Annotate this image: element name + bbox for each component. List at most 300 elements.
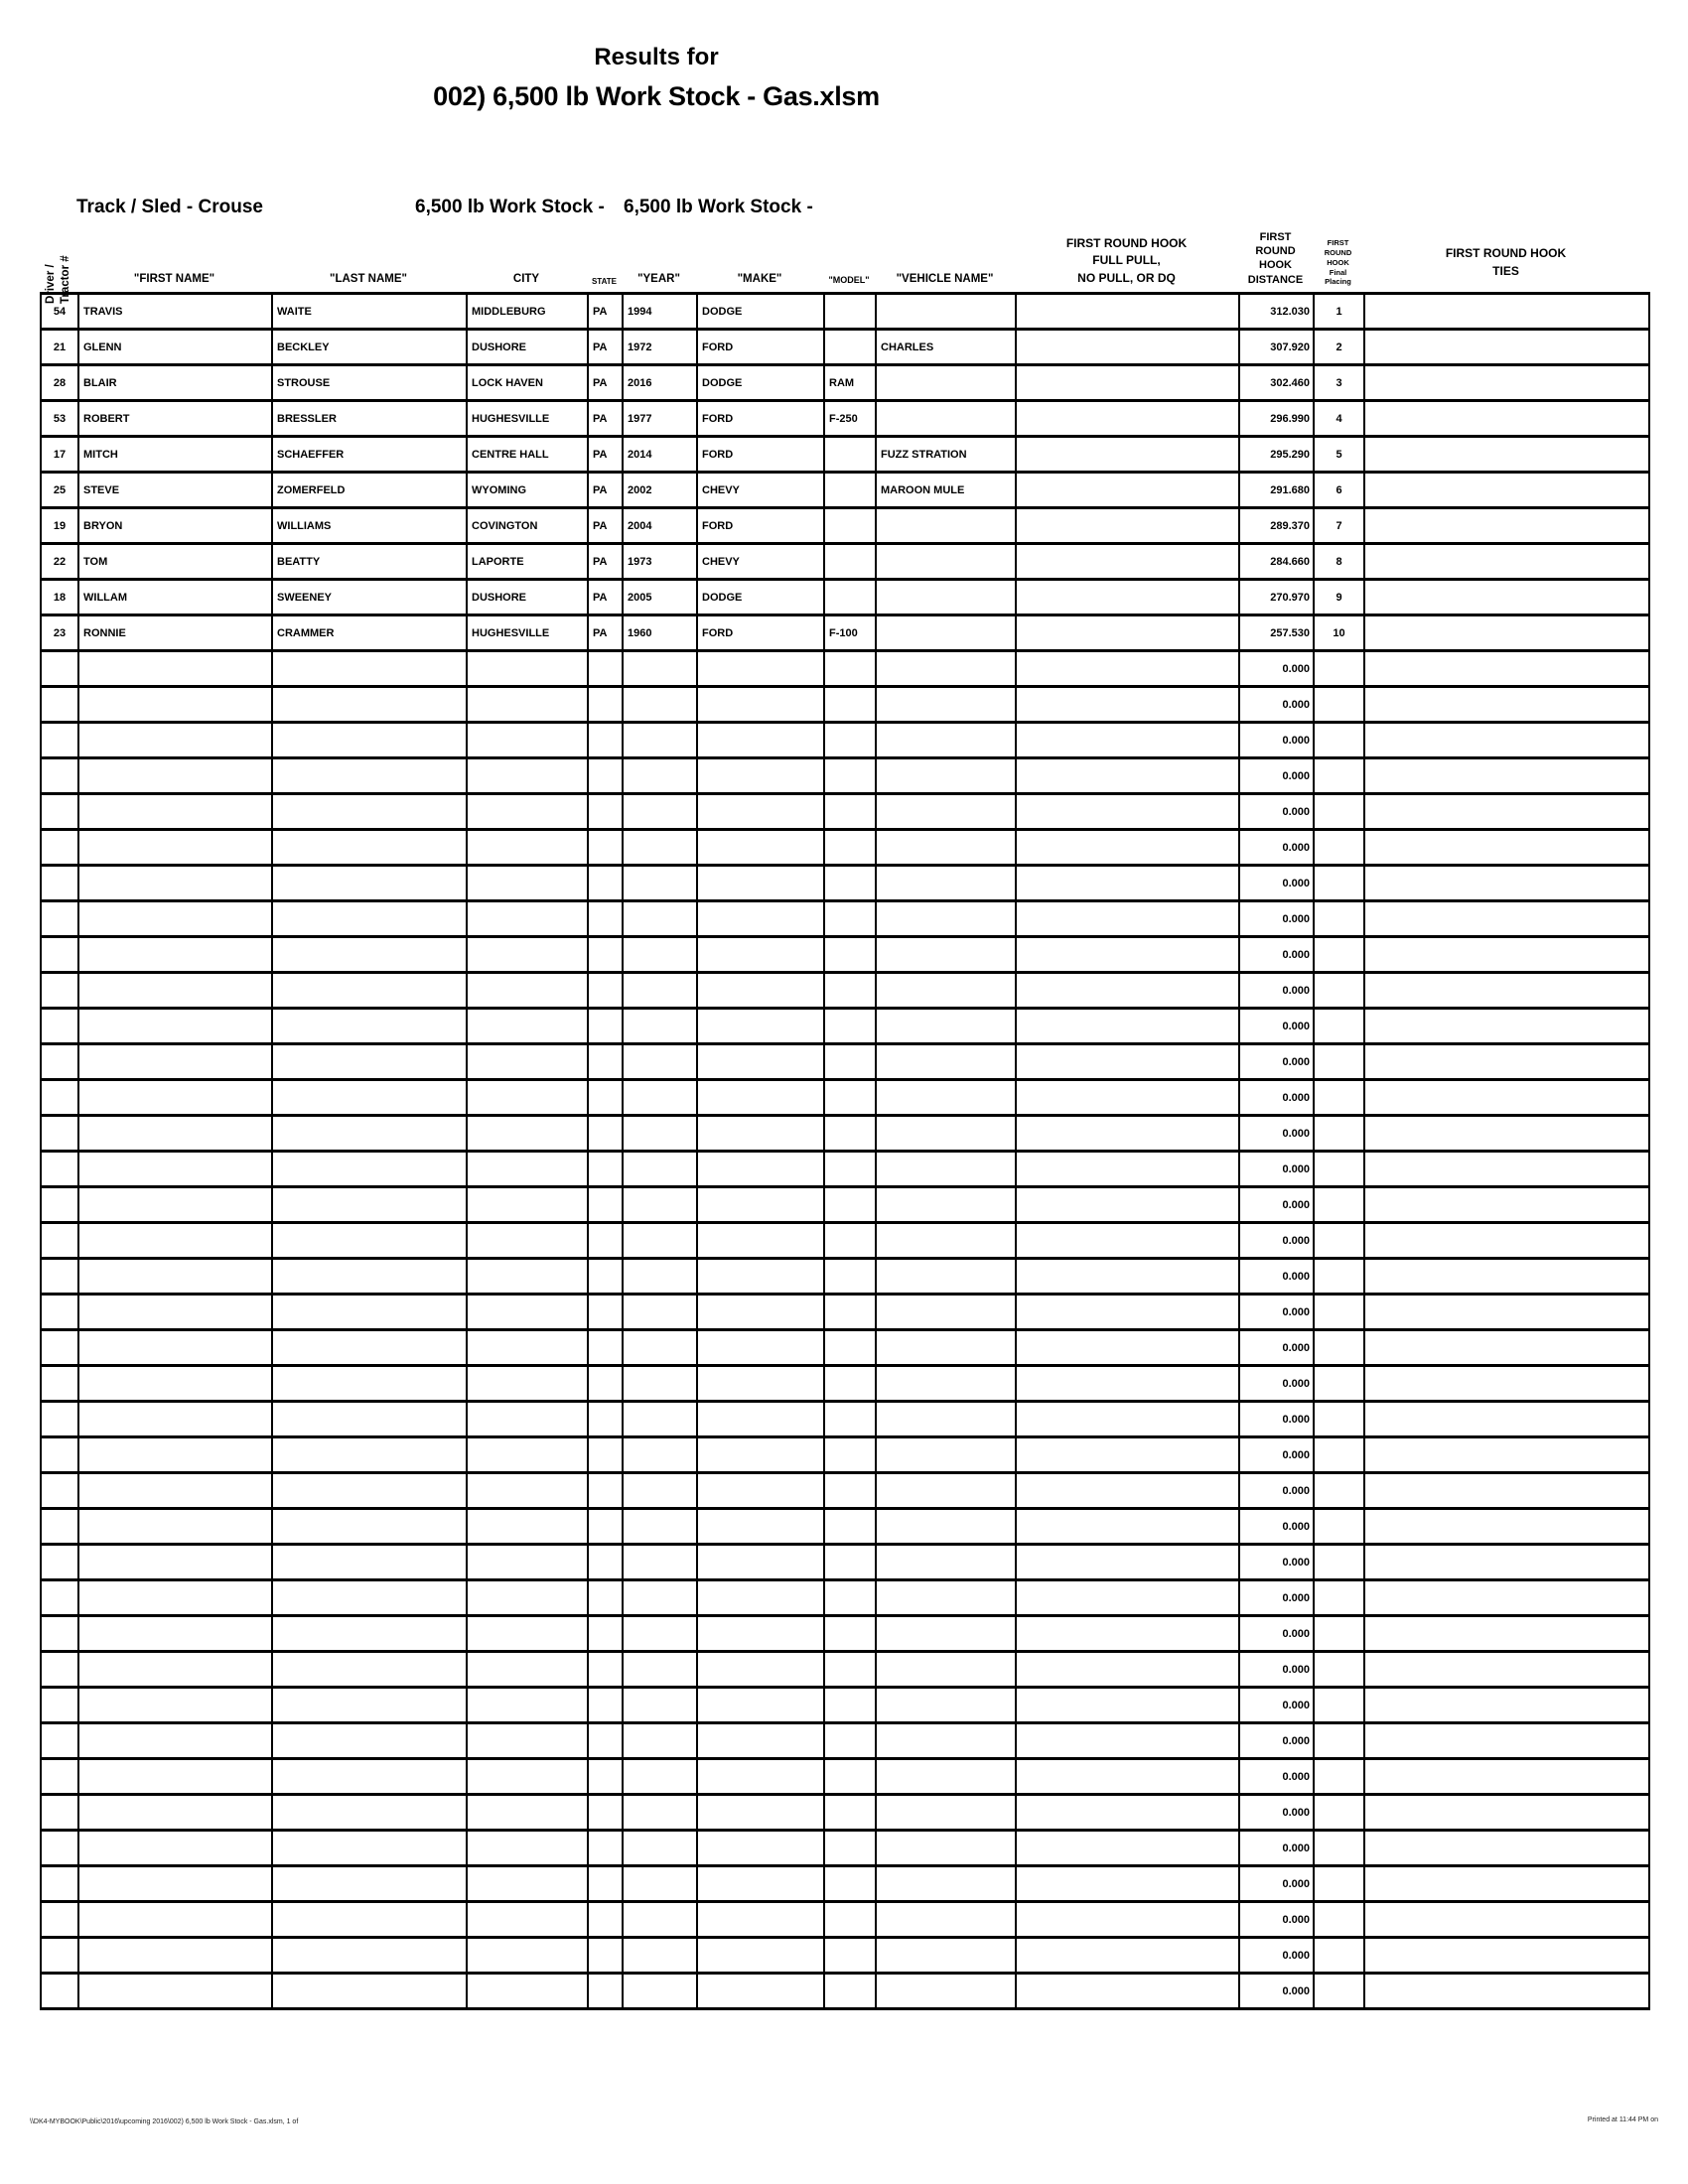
cell-model [824, 1152, 876, 1187]
cell-last [272, 1187, 467, 1223]
cell-city [467, 1795, 588, 1831]
cell-place [1314, 1366, 1364, 1402]
cell-pull [1016, 1223, 1239, 1259]
cell-distance: 0.000 [1239, 1223, 1314, 1259]
cell-last [272, 758, 467, 794]
column-header-last [271, 224, 466, 292]
cell-num [41, 1473, 78, 1509]
cell-ties [1364, 437, 1649, 473]
cell-make [697, 1223, 824, 1259]
cell-state [588, 1545, 623, 1580]
cell-ties [1364, 830, 1649, 866]
cell-year: 2014 [623, 437, 697, 473]
cell-year [623, 1366, 697, 1402]
cell-num [41, 651, 78, 687]
cell-last [272, 1437, 467, 1473]
cell-ties [1364, 1831, 1649, 1866]
cell-ties [1364, 973, 1649, 1009]
column-header-place [1313, 224, 1363, 292]
cell-year [623, 1580, 697, 1616]
cell-num: 28 [41, 365, 78, 401]
cell-model [824, 1009, 876, 1044]
cell-vehicle [876, 830, 1016, 866]
cell-model [824, 1187, 876, 1223]
cell-first [78, 1259, 272, 1295]
cell-make [697, 1974, 824, 2009]
empty-row [41, 866, 1649, 901]
cell-vehicle [876, 687, 1016, 723]
cell-first [78, 1866, 272, 1902]
cell-first [78, 1974, 272, 2009]
cell-year: 2004 [623, 508, 697, 544]
cell-vehicle [876, 1688, 1016, 1723]
cell-last [272, 723, 467, 758]
cell-pull [1016, 437, 1239, 473]
cell-distance: 0.000 [1239, 1509, 1314, 1545]
cell-num: 25 [41, 473, 78, 508]
cell-num [41, 1652, 78, 1688]
cell-make [697, 1652, 824, 1688]
cell-make [697, 1795, 824, 1831]
cell-make [697, 1080, 824, 1116]
cell-last [272, 1330, 467, 1366]
cell-place [1314, 1509, 1364, 1545]
column-header-line: "YEAR" [637, 273, 680, 286]
cell-last [272, 1902, 467, 1938]
cell-ties [1364, 1044, 1649, 1080]
cell-city [467, 1009, 588, 1044]
column-header-line: FIRST ROUND HOOK [1065, 235, 1188, 250]
cell-place [1314, 1902, 1364, 1938]
cell-vehicle [876, 1795, 1016, 1831]
cell-place [1314, 1437, 1364, 1473]
cell-city [467, 1116, 588, 1152]
cell-num [41, 1259, 78, 1295]
cell-last [272, 1259, 467, 1295]
cell-state [588, 1866, 623, 1902]
cell-last [272, 1009, 467, 1044]
cell-ties [1364, 1330, 1649, 1366]
cell-city: DUSHORE [467, 580, 588, 615]
cell-distance: 0.000 [1239, 651, 1314, 687]
cell-make [697, 1688, 824, 1723]
empty-row [41, 973, 1649, 1009]
empty-row [41, 1437, 1649, 1473]
cell-place: 6 [1314, 473, 1364, 508]
cell-first [78, 1545, 272, 1580]
empty-row [41, 1723, 1649, 1759]
cell-first [78, 1152, 272, 1187]
cell-last: SCHAEFFER [272, 437, 467, 473]
table-row [41, 294, 1649, 330]
table-row [41, 437, 1649, 473]
cell-first [78, 937, 272, 973]
cell-first: ROBERT [78, 401, 272, 437]
cell-make [697, 723, 824, 758]
cell-num [41, 1116, 78, 1152]
cell-year [623, 1473, 697, 1509]
cell-ties [1364, 758, 1649, 794]
cell-ties [1364, 365, 1649, 401]
cell-pull [1016, 1688, 1239, 1723]
cell-state: PA [588, 294, 623, 330]
cell-vehicle [876, 1902, 1016, 1938]
cell-num [41, 973, 78, 1009]
cell-num [41, 723, 78, 758]
cell-distance: 296.990 [1239, 401, 1314, 437]
cell-place [1314, 1938, 1364, 1974]
cell-ties [1364, 687, 1649, 723]
cell-year [623, 1616, 697, 1652]
cell-distance: 0.000 [1239, 1938, 1314, 1974]
cell-vehicle [876, 1116, 1016, 1152]
cell-first: BRYON [78, 508, 272, 544]
cell-num [41, 794, 78, 830]
cell-city: HUGHESVILLE [467, 615, 588, 651]
cell-vehicle [876, 401, 1016, 437]
cell-state [588, 1509, 623, 1545]
cell-place [1314, 1295, 1364, 1330]
cell-distance: 0.000 [1239, 1831, 1314, 1866]
cell-year [623, 1116, 697, 1152]
cell-make [697, 1366, 824, 1402]
cell-last [272, 1080, 467, 1116]
cell-city [467, 651, 588, 687]
empty-row [41, 1223, 1649, 1259]
cell-city [467, 1044, 588, 1080]
cell-ties [1364, 1509, 1649, 1545]
cell-vehicle [876, 365, 1016, 401]
cell-state: PA [588, 508, 623, 544]
cell-model [824, 1759, 876, 1795]
cell-make [697, 1616, 824, 1652]
empty-row [41, 1902, 1649, 1938]
cell-make [697, 1545, 824, 1580]
cell-model [824, 1437, 876, 1473]
cell-year [623, 1330, 697, 1366]
cell-place [1314, 1116, 1364, 1152]
cell-state: PA [588, 330, 623, 365]
cell-ties [1364, 508, 1649, 544]
cell-state [588, 794, 623, 830]
cell-last: WAITE [272, 294, 467, 330]
cell-place [1314, 794, 1364, 830]
cell-state: PA [588, 437, 623, 473]
cell-last [272, 1831, 467, 1866]
column-header-state [587, 224, 622, 292]
cell-make [697, 901, 824, 937]
column-header-line: CITY [512, 273, 540, 286]
cell-place [1314, 973, 1364, 1009]
cell-distance: 0.000 [1239, 1652, 1314, 1688]
empty-row [41, 1545, 1649, 1580]
table-row [41, 544, 1649, 580]
cell-num: 21 [41, 330, 78, 365]
cell-place [1314, 723, 1364, 758]
cell-pull [1016, 866, 1239, 901]
cell-year [623, 1831, 697, 1866]
cell-model [824, 651, 876, 687]
cell-city [467, 1187, 588, 1223]
cell-first: TOM [78, 544, 272, 580]
cell-first [78, 973, 272, 1009]
column-header-line: "VEHICLE NAME" [896, 273, 994, 286]
cell-model [824, 1974, 876, 2009]
cell-num [41, 1902, 78, 1938]
cell-first [78, 1009, 272, 1044]
cell-city [467, 1831, 588, 1866]
cell-distance: 0.000 [1239, 1259, 1314, 1295]
cell-year [623, 1688, 697, 1723]
cell-state [588, 1330, 623, 1366]
cell-year [623, 1759, 697, 1795]
empty-row [41, 758, 1649, 794]
column-header-line: Final [1329, 267, 1347, 277]
cell-year [623, 794, 697, 830]
cell-city [467, 1473, 588, 1509]
cell-make [697, 1831, 824, 1866]
cell-make [697, 1580, 824, 1616]
cell-last [272, 937, 467, 973]
cell-vehicle [876, 544, 1016, 580]
cell-place [1314, 1330, 1364, 1366]
cell-ties [1364, 1223, 1649, 1259]
column-header-line: FIRST ROUND HOOK [1445, 246, 1567, 260]
cell-last [272, 1795, 467, 1831]
cell-first [78, 1652, 272, 1688]
column-header-line: DISTANCE [1247, 273, 1304, 286]
column-header-line: "LAST NAME" [330, 273, 407, 286]
cell-year [623, 1938, 697, 1974]
cell-ties [1364, 1009, 1649, 1044]
cell-year [623, 1866, 697, 1902]
cell-place [1314, 1795, 1364, 1831]
cell-vehicle [876, 1366, 1016, 1402]
cell-state [588, 1366, 623, 1402]
cell-year: 1973 [623, 544, 697, 580]
cell-ties [1364, 1545, 1649, 1580]
cell-year: 2002 [623, 473, 697, 508]
cell-city: HUGHESVILLE [467, 401, 588, 437]
cell-pull [1016, 1437, 1239, 1473]
column-header-line: NO PULL, OR DQ [1077, 270, 1176, 285]
empty-row [41, 1616, 1649, 1652]
page-title: Results for [594, 44, 719, 70]
cell-year [623, 687, 697, 723]
cell-year [623, 973, 697, 1009]
cell-city [467, 1580, 588, 1616]
column-header-line: Tractor # [60, 255, 71, 304]
cell-city [467, 687, 588, 723]
cell-model [824, 1688, 876, 1723]
cell-model [824, 794, 876, 830]
cell-year [623, 1402, 697, 1437]
cell-make: FORD [697, 330, 824, 365]
cell-last [272, 1759, 467, 1795]
cell-city [467, 973, 588, 1009]
cell-num [41, 1080, 78, 1116]
cell-state [588, 1616, 623, 1652]
cell-distance: 0.000 [1239, 901, 1314, 937]
column-header-line: HOOK [1327, 257, 1349, 267]
cell-year [623, 1009, 697, 1044]
cell-first [78, 1366, 272, 1402]
empty-row [41, 1795, 1649, 1831]
cell-first [78, 1116, 272, 1152]
empty-row [41, 1866, 1649, 1902]
cell-model [824, 687, 876, 723]
cell-vehicle [876, 1831, 1016, 1866]
cell-state [588, 1259, 623, 1295]
cell-state [588, 758, 623, 794]
column-header-line: ROUND [1255, 245, 1296, 258]
cell-city [467, 1974, 588, 2009]
cell-last [272, 866, 467, 901]
cell-num [41, 1044, 78, 1080]
cell-ties [1364, 1152, 1649, 1187]
table-row [41, 508, 1649, 544]
cell-year [623, 758, 697, 794]
cell-city [467, 723, 588, 758]
cell-distance: 0.000 [1239, 1616, 1314, 1652]
cell-pull [1016, 1509, 1239, 1545]
cell-city [467, 1688, 588, 1723]
cell-num: 53 [41, 401, 78, 437]
cell-last: BRESSLER [272, 401, 467, 437]
cell-pull [1016, 1116, 1239, 1152]
cell-distance: 291.680 [1239, 473, 1314, 508]
cell-year [623, 1545, 697, 1580]
cell-vehicle [876, 1187, 1016, 1223]
cell-make [697, 758, 824, 794]
cell-year: 1994 [623, 294, 697, 330]
cell-city [467, 1366, 588, 1402]
cell-first [78, 687, 272, 723]
cell-ties [1364, 723, 1649, 758]
cell-ties [1364, 937, 1649, 973]
cell-distance: 0.000 [1239, 973, 1314, 1009]
cell-place [1314, 1652, 1364, 1688]
cell-first [78, 1831, 272, 1866]
cell-last: CRAMMER [272, 615, 467, 651]
cell-state [588, 1723, 623, 1759]
cell-vehicle [876, 1616, 1016, 1652]
cell-distance: 312.030 [1239, 294, 1314, 330]
cell-last: BEATTY [272, 544, 467, 580]
cell-last [272, 1580, 467, 1616]
cell-state: PA [588, 473, 623, 508]
cell-city [467, 1295, 588, 1330]
cell-city [467, 794, 588, 830]
cell-make [697, 1295, 824, 1330]
cell-pull [1016, 1974, 1239, 2009]
cell-num [41, 1009, 78, 1044]
cell-last [272, 830, 467, 866]
footer-print-time: Printed at 11:44 PM on [1587, 2116, 1658, 2123]
table-row [41, 473, 1649, 508]
cell-city: MIDDLEBURG [467, 294, 588, 330]
cell-ties [1364, 1437, 1649, 1473]
cell-city: CENTRE HALL [467, 437, 588, 473]
cell-num [41, 1795, 78, 1831]
column-header-line: HOOK [1259, 259, 1292, 272]
cell-place: 8 [1314, 544, 1364, 580]
cell-pull [1016, 508, 1239, 544]
cell-city: LAPORTE [467, 544, 588, 580]
cell-pull [1016, 1259, 1239, 1295]
cell-make: DODGE [697, 294, 824, 330]
cell-num [41, 758, 78, 794]
cell-ties [1364, 1938, 1649, 1974]
cell-distance: 0.000 [1239, 1402, 1314, 1437]
cell-make [697, 687, 824, 723]
cell-place [1314, 1473, 1364, 1509]
column-header-vehicle [875, 224, 1015, 292]
cell-place: 3 [1314, 365, 1364, 401]
table-row [41, 580, 1649, 615]
cell-vehicle [876, 508, 1016, 544]
cell-year [623, 1044, 697, 1080]
empty-row [41, 1652, 1649, 1688]
cell-distance: 257.530 [1239, 615, 1314, 651]
cell-vehicle: FUZZ STRATION [876, 437, 1016, 473]
cell-pull [1016, 1545, 1239, 1580]
cell-model [824, 1473, 876, 1509]
cell-year [623, 1187, 697, 1223]
cell-ties [1364, 294, 1649, 330]
column-header-line: STATE [591, 276, 618, 286]
cell-first [78, 1223, 272, 1259]
cell-first [78, 1688, 272, 1723]
empty-row [41, 1402, 1649, 1437]
cell-make [697, 973, 824, 1009]
cell-vehicle [876, 1473, 1016, 1509]
cell-last [272, 1402, 467, 1437]
cell-place [1314, 1866, 1364, 1902]
cell-make: DODGE [697, 365, 824, 401]
cell-state [588, 1652, 623, 1688]
empty-row [41, 1330, 1649, 1366]
cell-state [588, 1080, 623, 1116]
column-header-line: Placing [1325, 277, 1351, 287]
cell-state [588, 1580, 623, 1616]
cell-distance: 0.000 [1239, 1580, 1314, 1616]
cell-year: 1977 [623, 401, 697, 437]
cell-city [467, 1223, 588, 1259]
cell-first [78, 1437, 272, 1473]
cell-first [78, 1187, 272, 1223]
cell-num [41, 937, 78, 973]
cell-make [697, 651, 824, 687]
cell-make [697, 1938, 824, 1974]
cell-state [588, 1795, 623, 1831]
cell-ties [1364, 1402, 1649, 1437]
cell-last [272, 1974, 467, 2009]
cell-make [697, 1402, 824, 1437]
cell-place [1314, 1009, 1364, 1044]
cell-ties [1364, 1295, 1649, 1330]
cell-last [272, 687, 467, 723]
cell-model [824, 1116, 876, 1152]
cell-pull [1016, 1652, 1239, 1688]
cell-ties [1364, 1652, 1649, 1688]
cell-state [588, 651, 623, 687]
cell-model [824, 508, 876, 544]
cell-num [41, 1545, 78, 1580]
cell-num [41, 1223, 78, 1259]
cell-state [588, 1437, 623, 1473]
cell-make [697, 937, 824, 973]
